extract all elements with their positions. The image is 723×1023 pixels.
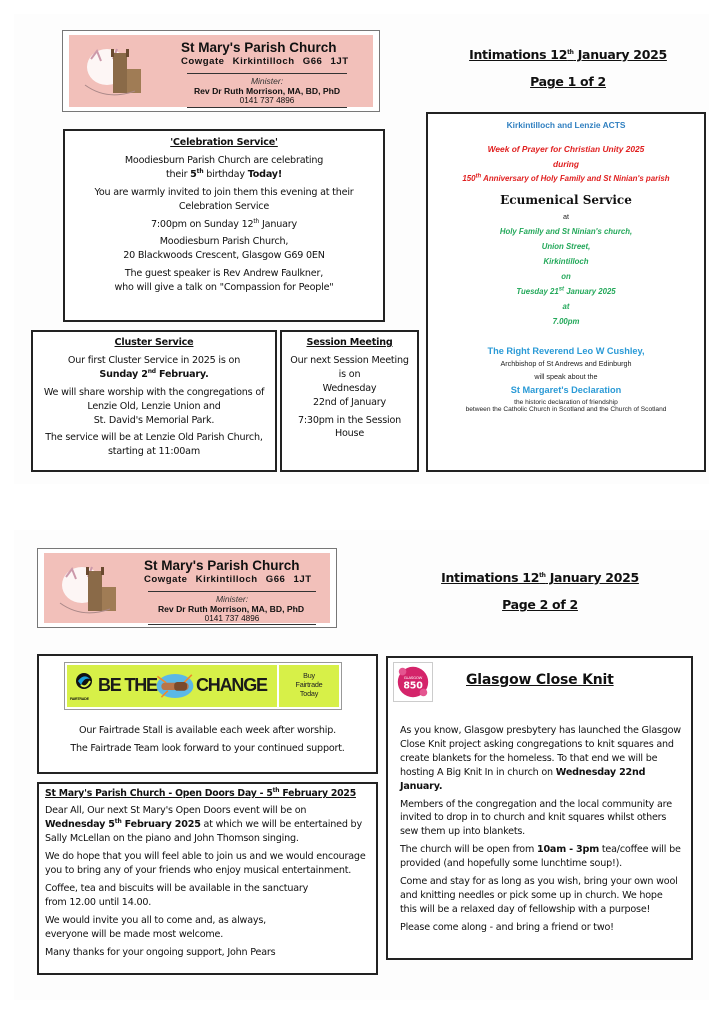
page-number: Page 1 of 2 [530, 74, 606, 89]
acts-desc-1: the historic declaration of friendship [514, 399, 618, 406]
open-doors-encourage: We do hope that you will feel able to join us and we would encourage you to bring any of your friends who enjoy musical entertainment. [45, 851, 366, 877]
page-title [430, 47, 706, 62]
acts-speaker: The Right Reverend Leo W Cushley, [487, 346, 645, 356]
open-doors-welcome: We would invite you all to come and, as always, everyone will be made most welcome. [45, 914, 267, 940]
divider [187, 73, 347, 74]
logo-top-text: GLASGOW [403, 675, 423, 681]
acts-time: 7.00pm [552, 317, 580, 326]
cluster-service-box [31, 330, 277, 472]
session-meeting-box [280, 330, 419, 472]
celebration-service-box [63, 129, 385, 322]
divider [187, 107, 347, 108]
side-text-1: Buy [303, 671, 315, 680]
celebration-text: Moodiesburn Parish Church are celebrating their 5th birthday Today! [124, 154, 324, 180]
acts-town: Kirkintilloch [543, 257, 589, 266]
church-address: Cowgate Kirkintilloch G66 1JT [144, 574, 312, 585]
open-doors-refreshments: Coffee, tea and biscuits will be available in the sanctuary from 12.00 until 14.00. [45, 883, 309, 908]
acts-anniversary: 150th Anniversary of Holy Family and St Ninian's parish [462, 173, 670, 183]
section-heading: Cluster Service [114, 337, 194, 348]
section-heading: Session Meeting [306, 337, 393, 348]
minister-name: Rev Dr Ruth Morrison, MA, BD, PhD [157, 604, 305, 614]
minister-label: Minister: [250, 76, 284, 86]
cluster-congregations: We will share worship with the congregations of Lenzie Old, Lenzie Union and St. David's Memorial Park. [43, 386, 265, 426]
divider [148, 591, 316, 592]
acts-org: Kirkintilloch and Lenzie ACTS [506, 120, 626, 130]
acts-service-title: Ecumenical Service [500, 193, 632, 207]
glasgow-850-logo [393, 662, 433, 702]
banner-background [69, 35, 373, 107]
invitation-text: You are warmly invited to join them this evening at their Celebration Service [94, 186, 354, 212]
banner-change: CHANGE [196, 675, 267, 695]
open-doors-intro: Dear All, Our next St Mary's Open Doors event will be on Wednesday 5th February 2025 at which we will be entertained by Sally McLellan on the piano and John Thomson singing. [45, 805, 362, 845]
church-phone: 0141 737 4896 [239, 96, 295, 105]
acts-speaker-title: Archbishop of St Andrews and Edinburgh [500, 359, 632, 368]
fairtrade-banner [64, 662, 342, 710]
fairtrade-logo-text: FAIRTRADE [70, 697, 89, 701]
close-knit-members: Members of the congregation and the local community are invited to drop in to church and knit squares whilst others sew them up into blankets. [400, 798, 672, 838]
banner-background [44, 553, 330, 623]
acts-at: at [563, 212, 569, 221]
title-sup: th [567, 48, 574, 56]
title-end: January 2025 [545, 570, 639, 585]
fairtrade-logo-icon [73, 671, 95, 699]
speaker-text: The guest speaker is Rev Andrew Faulkner, who will give a talk on "Compassion for People" [114, 268, 334, 294]
cluster-venue: The service will be at Lenzie Old Parish Church, starting at 11:00am [45, 432, 263, 458]
fairtrade-side-panel [279, 665, 339, 707]
logo-number: 850 [403, 680, 423, 692]
service-time: 7:00pm on Sunday 12th January [151, 217, 297, 230]
church-name: St Mary's Parish Church [144, 558, 300, 573]
section-heading: 'Celebration Service' [170, 137, 278, 148]
title-text: Intimations 12 [469, 47, 568, 62]
acts-date: Tuesday 21st January 2025 [516, 286, 616, 296]
acts-church: Holy Family and St Ninian's church, [499, 227, 633, 236]
ecumenical-service-box [426, 112, 706, 472]
title-end: January 2025 [573, 47, 667, 62]
session-time: 7:30pm in the Session House [297, 414, 402, 440]
church-logo-icon [52, 557, 130, 619]
title-text: Intimations 12 [441, 570, 540, 585]
page-title [390, 570, 690, 585]
close-knit-intro: As you know, Glasgow presbytery has launched the Glasgow Close Knit project asking congregations to knit squares and create blankets for the homeless. To that end we will be hosting A Big Knit In in church on Wednesday 22nd January. [400, 725, 681, 792]
close-knit-box [386, 656, 693, 960]
cluster-date-text: Our first Cluster Service in 2025 is on Sunday 2nd February. [67, 354, 241, 380]
church-name: St Mary's Parish Church [181, 40, 337, 55]
page-number: Page 2 of 2 [502, 597, 578, 612]
close-knit-hours: The church will be open from 10am - 3pm tea/coffee will be provided (and hopefully some lunchtime soup!). [400, 844, 681, 870]
acts-speak-about: will speak about the [534, 372, 598, 381]
glasgow-850-logo-icon [394, 663, 432, 701]
banner-be-the: BE THE [98, 675, 157, 695]
acts-on: on [561, 272, 571, 281]
session-date-text: Our next Session Meeting is on Wednesday 22nd of January [290, 354, 409, 408]
section-heading: St Mary's Parish Church - Open Doors Day - 5th February 2025 [45, 786, 356, 799]
close-knit-heading: Glasgow Close Knit [466, 672, 614, 688]
handshake-icon [155, 669, 195, 703]
side-text-2: Fairtrade [295, 680, 323, 689]
acts-at2: at [562, 302, 570, 311]
acts-topic: St Margaret's Declaration [510, 385, 622, 395]
open-doors-box [37, 782, 378, 975]
fairtrade-stall-text: Our Fairtrade Stall is available each week after worship. [79, 725, 336, 736]
open-doors-thanks: Many thanks for your ongoing support, John Pears [45, 946, 276, 958]
church-banner [37, 548, 337, 628]
fairtrade-banner-main [67, 665, 277, 707]
acts-desc-2: between the Catholic Church in Scotland and the Church of Scotland [465, 406, 667, 413]
church-logo-icon [77, 39, 155, 101]
acts-week: Week of Prayer for Christian Unity 2025 [487, 144, 645, 154]
minister-name: Rev Dr Ruth Morrison, MA, BD, PhD [193, 86, 341, 96]
acts-during: during [552, 159, 580, 169]
close-knit-stay: Come and stay for as long as you wish, bring your own wool and knitting needles or pick some up in church. We hope this will be a relaxed day of fellowship with a purpose! [400, 876, 678, 915]
venue-address: Moodiesburn Parish Church, 20 Blackwoods Crescent, Glasgow G69 0EN [123, 236, 325, 262]
title-sup: th [539, 571, 546, 579]
divider [148, 624, 316, 625]
acts-street: Union Street, [541, 242, 591, 251]
fairtrade-team-text: The Fairtrade Team look forward to your continued support. [70, 742, 345, 754]
close-knit-invite: Please come along - and bring a friend or two! [400, 921, 614, 933]
minister-label: Minister: [215, 594, 249, 604]
church-phone: 0141 737 4896 [204, 614, 260, 623]
church-banner [62, 30, 380, 112]
fairtrade-box [37, 654, 378, 774]
side-text-3: Today [299, 689, 319, 698]
church-address: Cowgate Kirkintilloch G66 1JT [181, 56, 349, 67]
